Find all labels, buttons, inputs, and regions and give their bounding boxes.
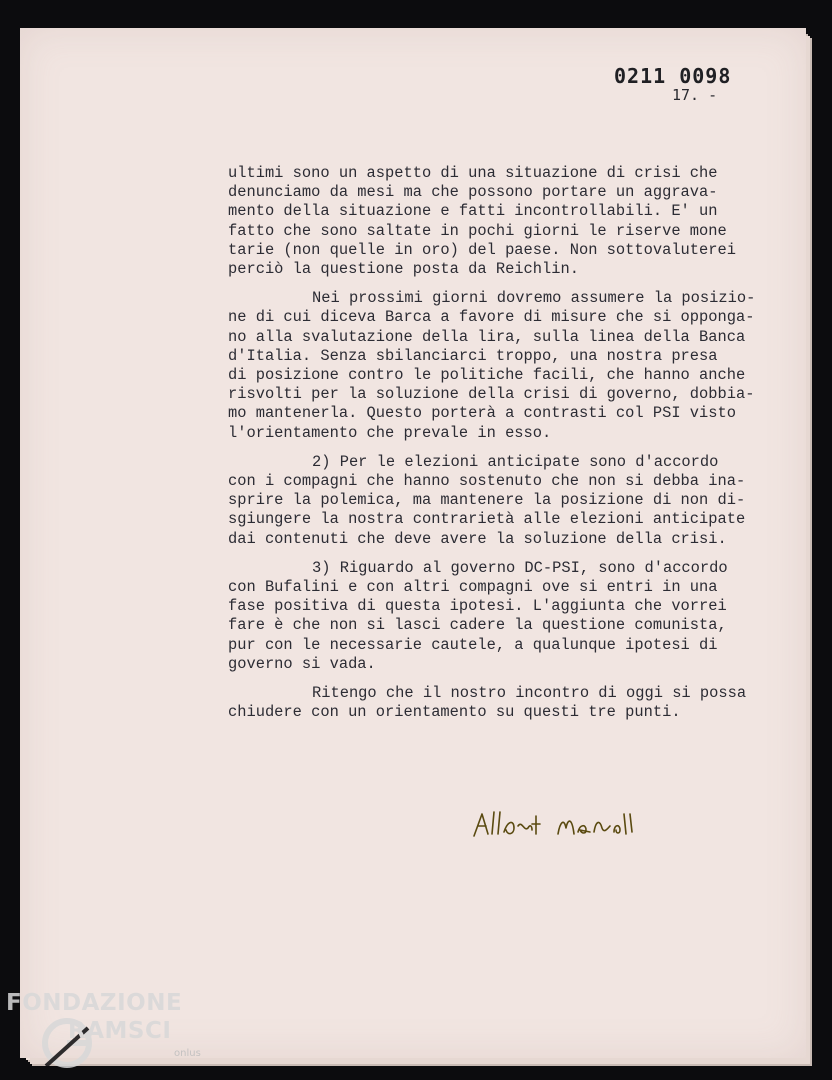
page-number: 17. -	[672, 86, 718, 104]
watermark-title-line2: RAMSCI	[68, 1018, 172, 1044]
text-line: pur con le necessarie cautele, a qualunque ipotesi di	[228, 635, 718, 654]
text-line: tarie (non quelle in oro) del paese. Non sottovaluterei	[228, 240, 736, 259]
text-line: denunciamo da mesi ma che possono portare un aggrava-	[228, 183, 718, 202]
body-paragraph	[228, 559, 788, 674]
text-line: fase positiva di questa ipotesi. L'aggiunta che vorrei	[228, 597, 727, 616]
text-line: Nei prossimi giorni dovremo assumere la posizio-	[312, 289, 756, 308]
text-line: di posizione contro le politiche facili, che hanno anche	[228, 366, 746, 385]
handwritten-signature	[470, 806, 650, 846]
body-paragraph	[228, 164, 788, 279]
text-line: d'Italia. Senza sbilanciarci troppo, una nostra presa	[228, 346, 718, 365]
text-line: sgiungere la nostra contrarietà alle elezioni anticipate	[228, 510, 746, 529]
text-line: 3) Riguardo al governo DC-PSI, sono d'accordo	[312, 558, 728, 577]
text-line: ne di cui diceva Barca a favore di misure che si opponga-	[228, 308, 755, 327]
text-line: fare è che non si lasci cadere la questione comunista,	[228, 616, 727, 635]
text-line: mo mantenerla. Questo porterà a contrasti col PSI visto	[228, 404, 736, 423]
text-line: sprire la polemica, ma mantenere la posizione di non di-	[228, 491, 746, 510]
text-line: Ritengo che il nostro incontro di oggi si possa	[312, 684, 747, 703]
text-line: no alla svalutazione della lira, sulla linea della Banca	[228, 327, 746, 346]
text-line: con i compagni che hanno sostenuto che non si debba ina-	[228, 472, 746, 491]
body-paragraph	[228, 684, 788, 722]
text-line: chiudere con un orientamento su questi tre punti.	[228, 703, 681, 722]
text-line: risvolti per la soluzione della crisi di governo, dobbia-	[228, 385, 755, 404]
watermark-subtitle: onlus	[174, 1048, 201, 1059]
text-line: l'orientamento che prevale in esso.	[228, 423, 552, 442]
typed-body-text	[228, 164, 788, 732]
text-line: dai contenuti che deve avere la soluzione della crisi.	[228, 529, 727, 548]
body-paragraph	[228, 289, 788, 443]
body-paragraph	[228, 453, 788, 549]
text-line: governo si vada.	[228, 654, 376, 673]
fondazione-gramsci-watermark	[6, 990, 206, 1074]
archive-number: 0211 0098	[614, 64, 732, 88]
text-line: mento della situazione e fatti incontrollabili. E' un	[228, 202, 718, 221]
text-line: 2) Per le elezioni anticipate sono d'accordo	[312, 452, 719, 471]
text-line: fatto che sono saltate in pochi giorni le riserve mone	[228, 221, 727, 240]
text-line: con Bufalini e con altri compagni ove si entri in una	[228, 578, 718, 597]
text-line: perciò la questione posta da Reichlin.	[228, 260, 579, 279]
text-line: ultimi sono un aspetto di una situazione di crisi che	[228, 164, 718, 182]
watermark-title-line1: FONDAZIONE	[6, 990, 183, 1016]
